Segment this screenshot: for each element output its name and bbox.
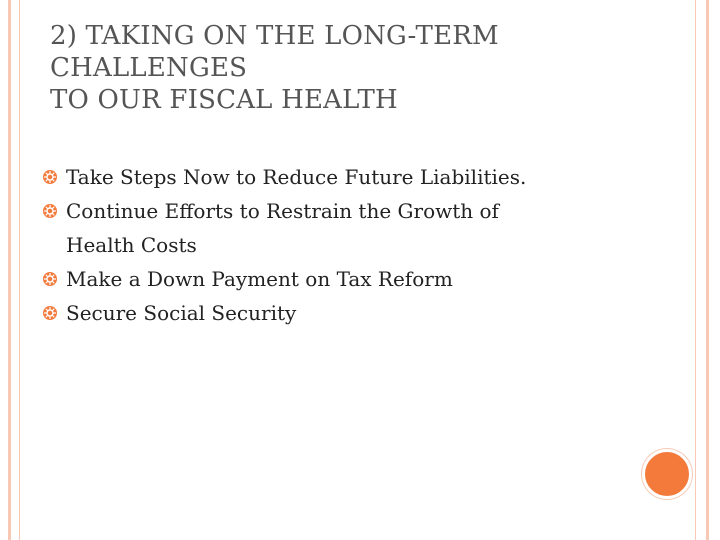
bullet-list — [42, 160, 642, 330]
bullet-item — [42, 296, 642, 330]
gear-bullet-icon — [42, 203, 58, 219]
bullet-item — [42, 194, 642, 262]
frame-right-inner-line — [695, 0, 696, 540]
bullet-item — [42, 160, 642, 194]
title-line: CHALLENGES — [50, 53, 248, 83]
bullet-text-continuation: Health Costs — [66, 233, 197, 257]
gear-bullet-icon — [42, 305, 58, 321]
bullet-text: Make a Down Payment on Tax Reform — [66, 267, 453, 291]
bullet-item — [42, 262, 642, 296]
bullet-text: Take Steps Now to Reduce Future Liabilities. — [66, 165, 527, 189]
gear-bullet-icon — [42, 169, 58, 185]
frame-right-outer-line — [706, 0, 709, 540]
title-line: 2) TAKING ON THE LONG-TERM — [50, 21, 499, 51]
frame-left-outer-line — [8, 0, 11, 540]
bullet-text: Secure Social Security — [66, 301, 297, 325]
frame-left-inner-line — [19, 0, 20, 540]
title-line: TO OUR FISCAL HEALTH — [50, 85, 398, 115]
gear-bullet-icon — [42, 271, 58, 287]
slide-title — [50, 20, 650, 116]
bullet-text: Continue Efforts to Restrain the Growth of — [66, 199, 499, 223]
decorative-orange-circle — [642, 449, 692, 499]
